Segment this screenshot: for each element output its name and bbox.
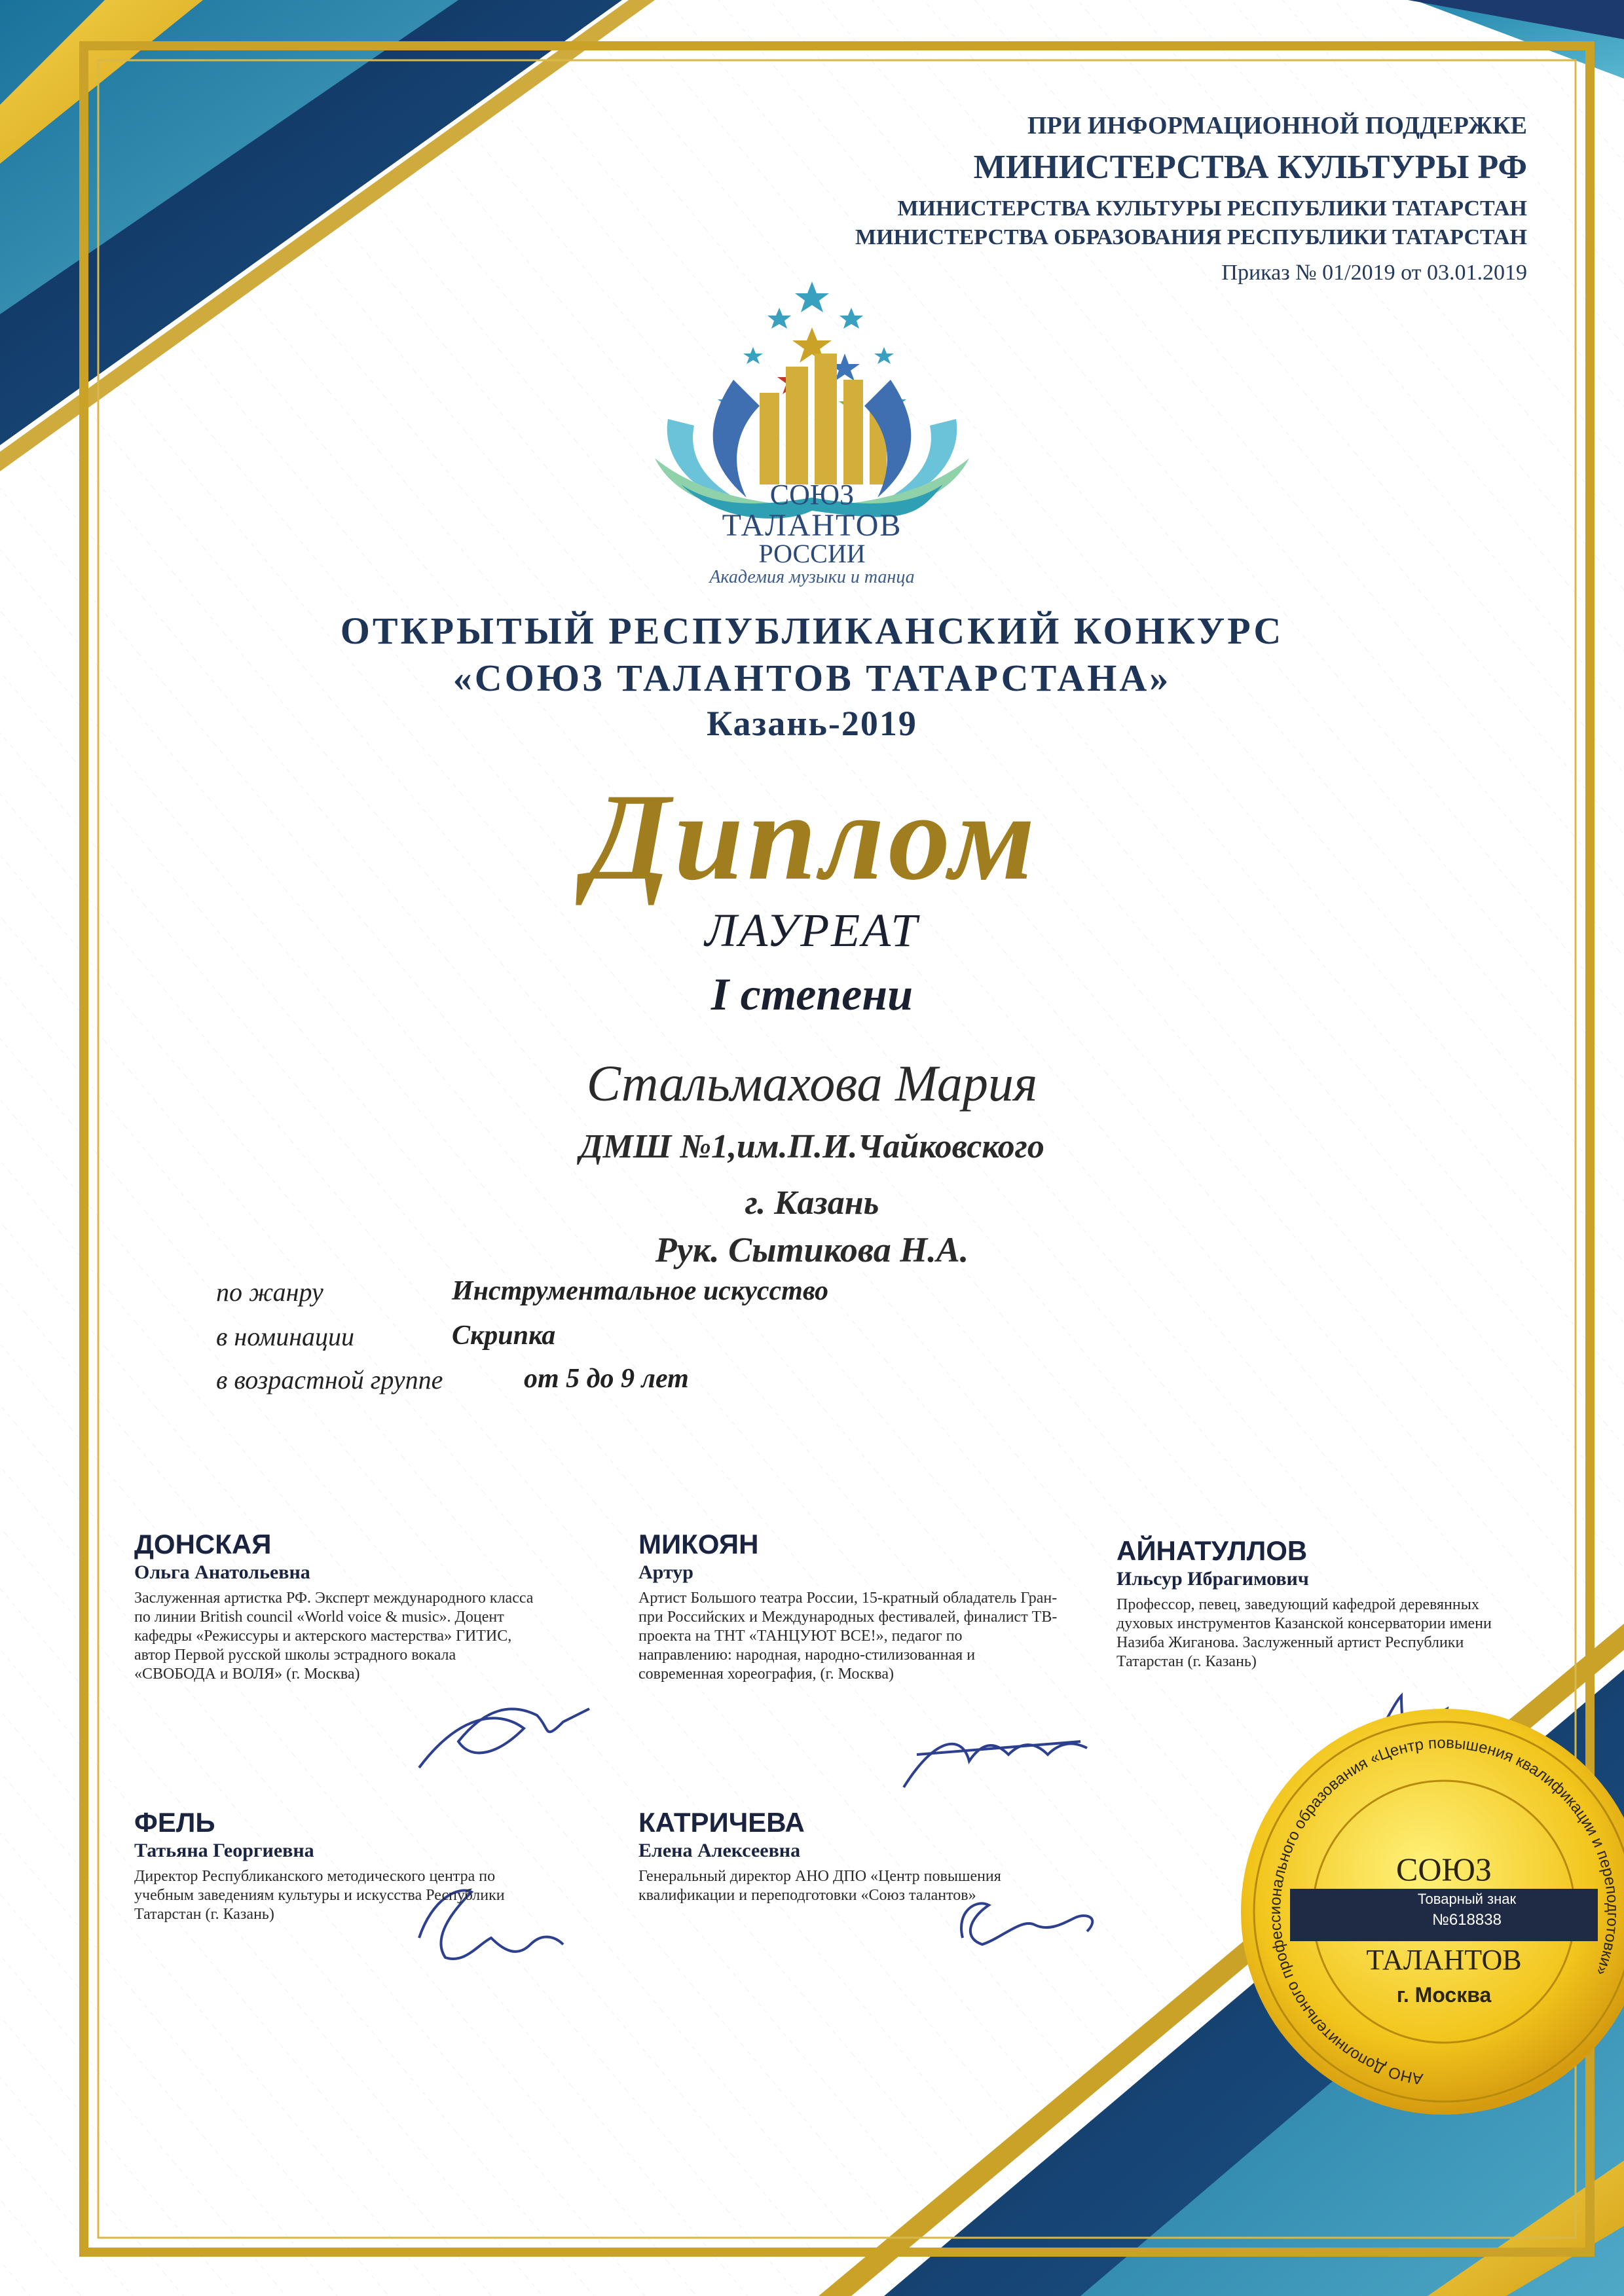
- jury-member-3: [1116, 1535, 1503, 1671]
- jury-member-5: [638, 1807, 1058, 1905]
- jury-surname: МИКОЯН: [638, 1529, 759, 1559]
- nomination-value: Скрипка: [452, 1321, 556, 1351]
- logo-text-line-2: ТАЛАНТОВ: [722, 508, 902, 543]
- jury-firstname: Ильсур Ибрагимович: [1116, 1568, 1309, 1590]
- laureate-label: ЛАУРЕАТ: [705, 904, 919, 957]
- degree-label: I степени: [710, 970, 913, 1020]
- diploma-title: Диплом: [585, 769, 1039, 906]
- order-number: Приказ № 01/2019 от 03.01.2019: [1221, 261, 1527, 285]
- seal-trademark-line-1: Товарный знак: [1417, 1891, 1517, 1907]
- jury-description: Директор Республиканского методического центра по учебным заведениям культуры и искусства Республики Татарстан (г. Казань): [134, 1868, 505, 1923]
- seal-city: г. Москва: [1396, 1983, 1492, 2007]
- contest-title-line-1: ОТКРЫТЫЙ РЕСПУБЛИКАНСКИЙ КОНКУРС: [340, 610, 1284, 652]
- seal-top-text: СОЮЗ: [1396, 1851, 1492, 1887]
- jury-description: Профессор, певец, заведующий кафедрой деревянных духовых инструментов Казанской консерватории имени Назиба Жиганова. Заслуженный артист Республики Татарстан (г. Казань): [1116, 1596, 1492, 1670]
- jury-member-2: [638, 1529, 1058, 1684]
- logo-tagline: Академия музыки и танца: [709, 567, 915, 587]
- jury-surname: ФЕЛЬ: [134, 1807, 215, 1838]
- recipient-city: г. Казань: [745, 1184, 879, 1222]
- support-line-2: МИНИСТЕРСТВА КУЛЬТУРЫ РФ: [973, 149, 1527, 186]
- nomination-label: в номинации: [216, 1322, 355, 1351]
- seal-text: [1241, 1709, 1624, 2115]
- jury-member-1: [134, 1529, 540, 1684]
- recipient-school: ДМШ №1,им.П.И.Чайковского: [580, 1128, 1044, 1165]
- genre-label: по жанру: [216, 1277, 323, 1307]
- age-group-value: от 5 до 9 лет: [524, 1364, 689, 1394]
- jury-surname: КАТРИЧЕВА: [638, 1807, 805, 1838]
- jury-member-4: [134, 1807, 540, 1924]
- jury-firstname: Ольга Анатольевна: [134, 1561, 310, 1583]
- jury-description: Заслуженная артистка РФ. Эксперт международного класса по линии British council «World voice & music». Доцент кафедры «Режиссуры и актерского мастерства» ГИТИС, автор Первой русской школы эстрадного вокала «СВОБОДА и ВОЛЯ» (г. Москва): [134, 1590, 534, 1683]
- logo-text-line-3: РОССИИ: [758, 539, 866, 568]
- contest-title-line-2: «СОЮЗ ТАЛАНТОВ ТАТАРСТАНА»: [452, 657, 1172, 699]
- age-group-label: в возрастной группе: [216, 1365, 443, 1394]
- jury-description: Генеральный директор АНО ДПО «Центр повышения квалификации и переподготовки «Союз талантов»: [638, 1868, 1001, 1904]
- support-line-4: МИНИСТЕРСТВА ОБРАЗОВАНИЯ РЕСПУБЛИКИ ТАТАРСТАН: [855, 225, 1527, 249]
- jury-firstname: Елена Алексеевна: [638, 1840, 801, 1861]
- logo-text-line-1: СОЮЗ: [769, 479, 855, 511]
- jury-surname: ДОНСКАЯ: [134, 1529, 272, 1559]
- jury-surname: АЙНАТУЛЛОВ: [1116, 1535, 1308, 1566]
- jury-firstname: Артур: [638, 1561, 693, 1583]
- jury-description: Артист Большого театра России, 15-кратный обладатель Гран-при Российских и Международных фестивалей, финалист ТВ-проекта на ТНТ «ТАНЦУЮТ ВСЕ!», педагог по направлению: народная, народно-стилизованная и современная хореография, (г. Москва): [638, 1590, 1058, 1683]
- support-line-1: ПРИ ИНФОРМАЦИОННОЙ ПОДДЕРЖКЕ: [1027, 112, 1527, 139]
- contest-title-line-3: Казань-2019: [707, 704, 917, 743]
- jury-firstname: Татьяна Георгиевна: [134, 1840, 314, 1861]
- recipient-name: Стальмахова Мария: [586, 1055, 1038, 1112]
- genre-value: Инструментальное искусство: [452, 1276, 829, 1306]
- support-line-3: МИНИСТЕРСТВА КУЛЬТУРЫ РЕСПУБЛИКИ ТАТАРСТАН: [897, 196, 1527, 221]
- recipient-teacher: Рук. Сытикова Н.А.: [655, 1230, 969, 1269]
- seal-trademark-line-2: №618838: [1432, 1911, 1502, 1929]
- seal-bottom-text: ТАЛАНТОВ: [1366, 1944, 1522, 1976]
- seal-ring-text: АНО Дополнительного профессионального образования «Центр повышения квалификации и переподготовки»: [1266, 1734, 1622, 2088]
